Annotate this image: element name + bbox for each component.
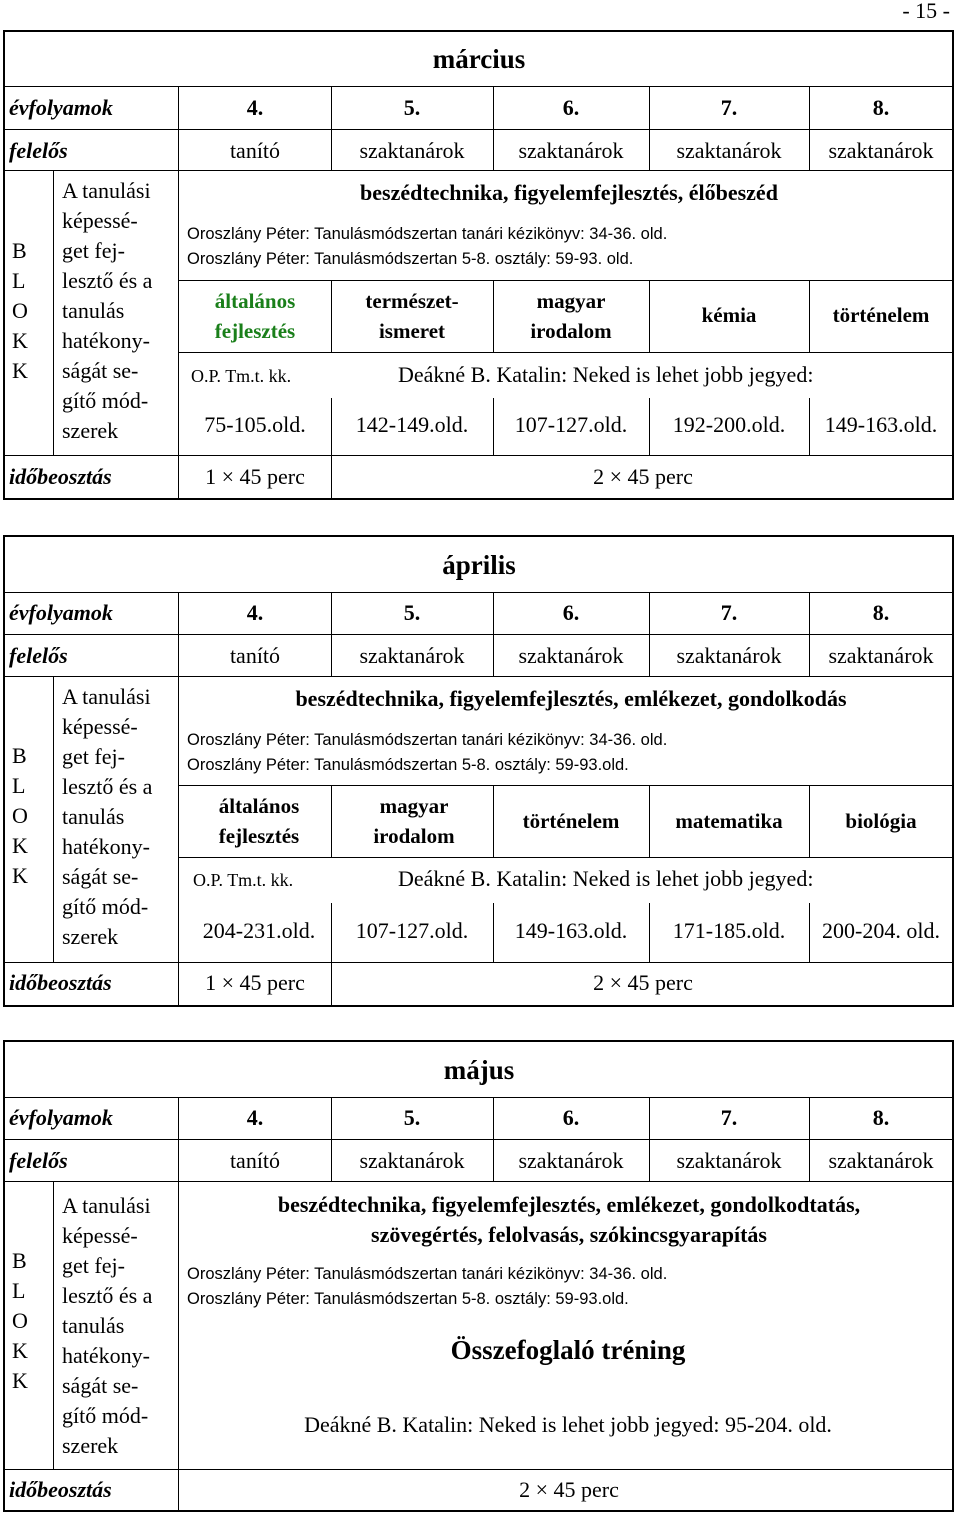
topic: beszédtechnika, figyelemfejlesztés, élőbeszéd bbox=[360, 180, 778, 205]
month-title: május bbox=[443, 1055, 515, 1085]
responsible-4: tanító bbox=[229, 138, 281, 163]
blok-description: A tanulási képessé- get fej- lesztő és a tanulás hatékony- ságát se- gítő mód- szerek bbox=[62, 684, 153, 949]
topic-line-2: szövegértés, felolvasás, szókincsgyarapítás bbox=[371, 1222, 767, 1247]
subject-4: általános fejlesztés bbox=[218, 794, 300, 848]
subject-6: magyar irodalom bbox=[530, 289, 612, 343]
subject-5: természet- ismeret bbox=[365, 289, 459, 343]
author-book-line: Deákné B. Katalin: Neked is lehet jobb jegyed: 95-204. old. bbox=[304, 1412, 832, 1437]
blok-letters: B L O K K bbox=[12, 238, 28, 383]
responsible-5: szaktanárok bbox=[359, 138, 465, 163]
subject-6: történelem bbox=[522, 809, 620, 833]
op-tmt: O.P. Tm.t. kk. bbox=[193, 870, 294, 890]
pages-8: 149-163.old. bbox=[824, 412, 938, 437]
subject-5: magyar irodalom bbox=[373, 794, 455, 848]
schedule-4: 1 × 45 perc bbox=[205, 464, 305, 489]
page-number: - 15 - bbox=[902, 0, 950, 23]
topic: beszédtechnika, figyelemfejlesztés, emlékezet, gondolkodás bbox=[295, 686, 847, 711]
responsible-label: felelős bbox=[9, 643, 68, 668]
responsible-8: szaktanárok bbox=[828, 1148, 934, 1173]
pages-6: 149-163.old. bbox=[514, 918, 628, 943]
grade-5: 5. bbox=[403, 95, 421, 120]
may-table bbox=[3, 1040, 954, 1512]
blok-description: A tanulási képessé- get fej- lesztő és a tanulás hatékony- ságát se- gítő mód- szerek bbox=[62, 178, 153, 443]
responsible-8: szaktanárok bbox=[828, 138, 934, 163]
grade-4: 4. bbox=[246, 600, 264, 625]
responsible-8: szaktanárok bbox=[828, 643, 934, 668]
schedule-label: időbeosztás bbox=[9, 1477, 112, 1502]
schedule-4: 1 × 45 perc bbox=[205, 970, 305, 995]
schedule-label: időbeosztás bbox=[9, 464, 112, 489]
schedule: 2 × 45 perc bbox=[519, 1477, 619, 1502]
pages-4: 204-231.old. bbox=[202, 918, 316, 943]
grade-7: 7. bbox=[720, 95, 738, 120]
summary-training: Összefoglaló tréning bbox=[450, 1335, 686, 1365]
pages-7: 192-200.old. bbox=[672, 412, 786, 437]
responsible-6: szaktanárok bbox=[518, 138, 624, 163]
grade-8: 8. bbox=[872, 600, 890, 625]
reference-2: Oroszlány Péter: Tanulásmódszertan 5-8. osztály: 59-93.old. bbox=[187, 756, 629, 774]
subject-8: biológia bbox=[845, 809, 917, 833]
grade-4: 4. bbox=[246, 95, 264, 120]
reference-1: Oroszlány Péter: Tanulásmódszertan tanári kézikönyv: 34-36. old. bbox=[187, 225, 668, 243]
reference-1: Oroszlány Péter: Tanulásmódszertan tanári kézikönyv: 34-36. old. bbox=[187, 1265, 668, 1283]
reference-1: Oroszlány Péter: Tanulásmódszertan tanári kézikönyv: 34-36. old. bbox=[187, 731, 668, 749]
grade-8: 8. bbox=[872, 95, 890, 120]
grade-4: 4. bbox=[246, 1105, 264, 1130]
grades-label: évfolyamok bbox=[9, 600, 113, 625]
pages-7: 171-185.old. bbox=[672, 918, 786, 943]
responsible-6: szaktanárok bbox=[518, 1148, 624, 1173]
author-book: Deákné B. Katalin: Neked is lehet jobb jegyed: bbox=[398, 362, 814, 387]
march-table bbox=[3, 30, 954, 500]
reference-2: Oroszlány Péter: Tanulásmódszertan 5-8. osztály: 59-93. old. bbox=[187, 250, 634, 268]
schedule-label: időbeosztás bbox=[9, 970, 112, 995]
schedule-5-8: 2 × 45 perc bbox=[593, 464, 693, 489]
grade-7: 7. bbox=[720, 1105, 738, 1130]
grade-6: 6. bbox=[562, 1105, 580, 1130]
april-table bbox=[3, 535, 954, 1007]
grade-5: 5. bbox=[403, 1105, 421, 1130]
responsible-4: tanító bbox=[229, 643, 281, 668]
responsible-5: szaktanárok bbox=[359, 643, 465, 668]
responsible-label: felelős bbox=[9, 138, 68, 163]
grade-6: 6. bbox=[562, 95, 580, 120]
subject-4: általános fejlesztés bbox=[214, 289, 296, 343]
grade-6: 6. bbox=[562, 600, 580, 625]
subject-8: történelem bbox=[832, 303, 930, 327]
pages-5: 107-127.old. bbox=[355, 918, 469, 943]
responsible-6: szaktanárok bbox=[518, 643, 624, 668]
responsible-4: tanító bbox=[229, 1148, 281, 1173]
grades-label: évfolyamok bbox=[9, 1105, 113, 1130]
grades-label: évfolyamok bbox=[9, 95, 113, 120]
author-book: Deákné B. Katalin: Neked is lehet jobb jegyed: bbox=[398, 866, 814, 891]
pages-4: 75-105.old. bbox=[204, 412, 306, 437]
grade-5: 5. bbox=[403, 600, 421, 625]
responsible-7: szaktanárok bbox=[676, 138, 782, 163]
schedule-5-8: 2 × 45 perc bbox=[593, 970, 693, 995]
grade-7: 7. bbox=[720, 600, 738, 625]
month-title: április bbox=[442, 550, 516, 580]
blok-letters: B L O K K bbox=[12, 1248, 28, 1393]
grade-8: 8. bbox=[872, 1105, 890, 1130]
blok-description: A tanulási képessé- get fej- lesztő és a tanulás hatékony- ságát se- gítő mód- szerek bbox=[62, 1193, 153, 1458]
month-title: március bbox=[432, 44, 526, 74]
responsible-7: szaktanárok bbox=[676, 1148, 782, 1173]
pages-5: 142-149.old. bbox=[355, 412, 469, 437]
pages-8: 200-204. old. bbox=[822, 918, 940, 943]
blok-letters: B L O K K bbox=[12, 743, 28, 888]
responsible-5: szaktanárok bbox=[359, 1148, 465, 1173]
subject-7: matematika bbox=[675, 809, 783, 833]
pages-6: 107-127.old. bbox=[514, 412, 628, 437]
subject-7: kémia bbox=[701, 303, 757, 327]
topic-line-1: beszédtechnika, figyelemfejlesztés, emlékezet, gondolkodtatás, bbox=[277, 1192, 861, 1217]
op-tmt: O.P. Tm.t. kk. bbox=[191, 366, 292, 386]
responsible-label: felelős bbox=[9, 1148, 68, 1173]
reference-2: Oroszlány Péter: Tanulásmódszertan 5-8. osztály: 59-93.old. bbox=[187, 1290, 629, 1308]
responsible-7: szaktanárok bbox=[676, 643, 782, 668]
